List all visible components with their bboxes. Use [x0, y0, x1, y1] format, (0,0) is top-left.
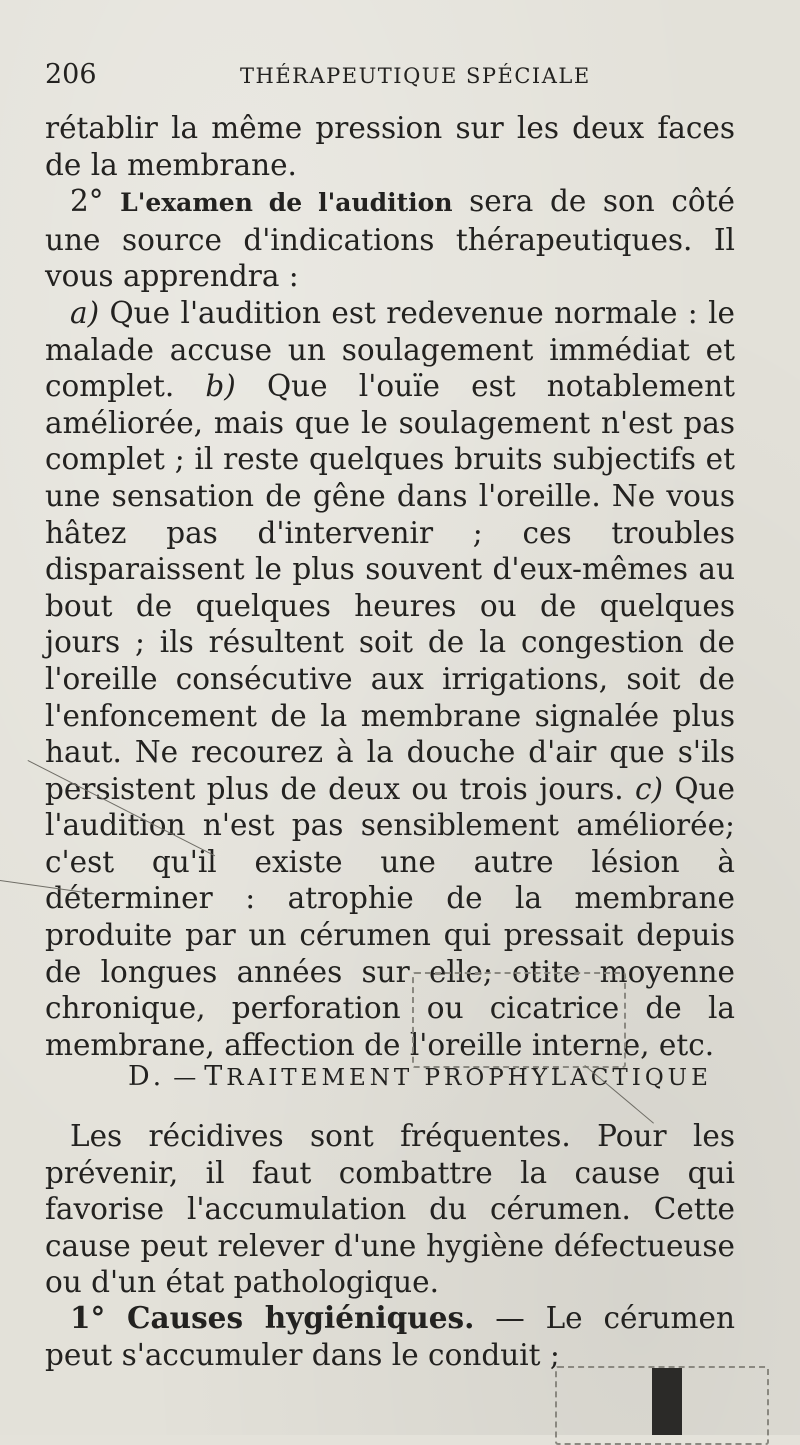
paragraph-text: — Le cérumen peut s'accumuler dans le conduit ; [45, 1301, 735, 1372]
paragraph-cases [45, 295, 735, 1063]
paragraph-examen-audition [45, 183, 735, 295]
paragraph-text: sera de son côté une source d'indications thérapeutiques. Il vous apprendra : [45, 184, 735, 294]
stamp-dark-bar [652, 1368, 682, 1435]
case-text-a: Que l'audition est redevenue normale : le malade accuse un soulagement immédiat et complet. [45, 295, 735, 404]
running-title: THÉRAPEUTIQUE SPÉCIALE [240, 64, 591, 88]
body-text-causes [45, 1300, 735, 1373]
case-label-b: b) [205, 369, 236, 404]
page-header [45, 58, 735, 92]
body-text-prophylaxis [45, 1118, 735, 1301]
section-title: RAITEMENT PROPHYLACTIQUE [226, 1065, 712, 1091]
paragraph-number: 2° [70, 184, 121, 219]
page-number: 206 [45, 59, 97, 90]
section-letter: D. [128, 1061, 166, 1092]
body-text-upper [45, 110, 735, 1063]
case-text-c: Que l'audition n'est pas sensiblement améliorée; c'est qu'il existe une autre lésion à déterminer : atrophie de la membrane produite par un cérumen qui pressait depuis de longues années sur elle; otite moyenne chronique, perforation ou cicatrice de la membrane, affection de l'oreille interne, etc. [45, 771, 735, 1062]
paragraph-continuation: rétablir la même pression sur les deux faces de la membrane. [45, 111, 735, 182]
bold-heading: 1° Causes hygiéniques. [70, 1300, 475, 1335]
section-title-initial: T [204, 1061, 227, 1092]
stamp-outline [412, 972, 626, 1068]
paragraph-causes-hygieniques [45, 1300, 735, 1373]
case-label-a: a) [70, 295, 100, 330]
section-dash: — [173, 1065, 197, 1091]
section-heading [128, 1062, 712, 1093]
case-text-b: Que l'ouïe est notablement améliorée, mais que le soulagement n'est pas complet ; il reste quelques bruits subjectifs et une sensation de gêne dans l'oreille. Ne vous hâtez pas d'intervenir ; ces troubles disparaissent le plus souvent d'eux-mêmes au bout de quelques heures ou de quelques jours ; ils résultent soit de la congestion de l'oreille consécutive aux irrigations, soit de l'enfoncement de la membrane signalée plus haut. Ne recourez à la douche d'air que s'ils persistent plus de deux ou trois jours. [45, 369, 735, 806]
case-label-c: c) [634, 771, 664, 806]
bold-term: L'examen de l'audition [120, 188, 453, 218]
paragraph-recidives: Les récidives sont fréquentes. Pour les prévenir, il faut combattre la cause qui favorise l'accumulation du cérumen. Cette cause peut relever d'une hygiène défectueuse ou d'un état pathologique. [45, 1119, 735, 1300]
